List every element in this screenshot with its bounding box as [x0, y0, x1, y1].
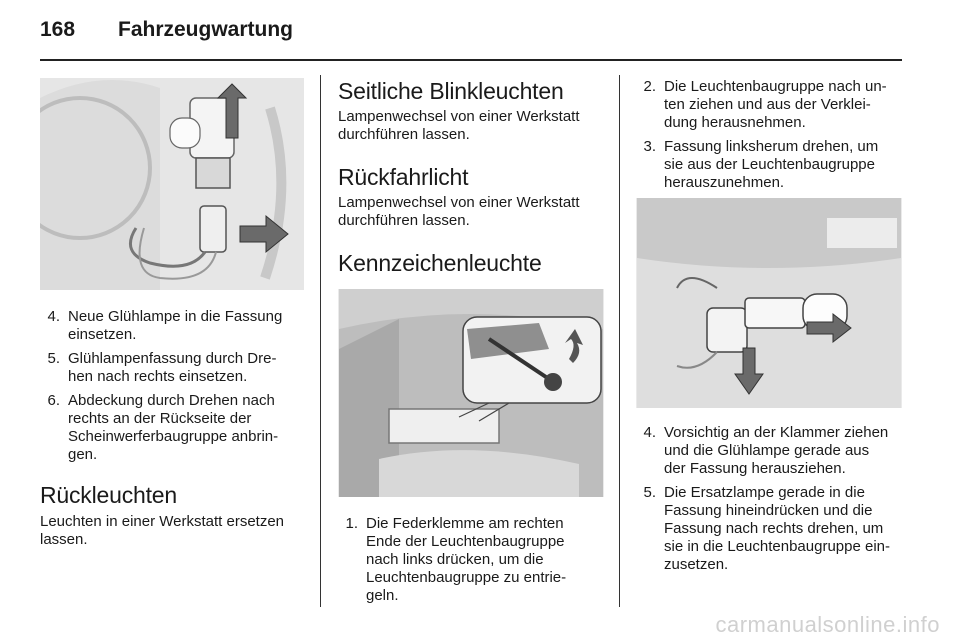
headlamp-bulb-drawing	[40, 78, 304, 290]
licence-plate-lamp-drawing	[338, 289, 604, 497]
col3-step-list-top	[636, 78, 902, 192]
list-item: 1. Die Federklemme am rechten Ende der Leuchtenbaugruppe nach links drücken, um die Leuchtenbaugruppe zu entrie- geln.	[345, 515, 567, 604]
licence-plate-lamp-illustration	[338, 289, 604, 497]
column-divider-1	[320, 75, 321, 607]
lamp-socket-drawing	[636, 198, 902, 408]
chapter-title: Fahrzeugwartung	[118, 18, 294, 41]
watermark: carmanualsonline.info	[715, 612, 940, 637]
column-divider-2	[619, 75, 620, 607]
page-header	[40, 18, 900, 58]
list-item: 4. Neue Glühlampe in die Fassung einsetzen.	[47, 308, 283, 343]
headlamp-bulb-illustration	[40, 78, 304, 290]
col2-step-list	[338, 515, 604, 605]
column-1	[40, 78, 304, 549]
list-item: 6. Abdeckung durch Drehen nach rechts an der Rückseite der Scheinwerferbaugruppe anbrin- gen.	[47, 392, 279, 463]
lamp-socket-illustration	[636, 198, 902, 408]
page-number: 168	[40, 18, 76, 41]
list-item: 2. Die Leuchtenbaugruppe nach un- ten ziehen und aus der Verklei- dung herausnehmen.	[643, 78, 887, 131]
section-heading-rueckfahrlicht: Rückfahrlicht	[338, 164, 469, 190]
seitliche-blinkleuchten-text: Lampenwechsel von einer Werkstatt durchführen lassen.	[338, 108, 580, 143]
list-item: 3. Fassung linksherum drehen, um sie aus der Leuchtenbaugruppe herauszunehmen.	[643, 138, 879, 191]
rueckfahrlicht-text: Lampenwechsel von einer Werkstatt durchführen lassen.	[338, 194, 580, 229]
column-3	[636, 78, 902, 580]
list-item: 5. Die Ersatzlampe gerade in die Fassung hineindrücken und die Fassung nach rechts drehen, um sie in die Leuchtenbaugruppe ein- zusetzen.	[643, 484, 891, 573]
rueckleuchten-text: Leuchten in einer Werkstatt ersetzen lassen.	[40, 513, 285, 548]
col1-step-list	[40, 308, 304, 464]
section-heading-kennzeichenleuchte: Kennzeichenleuchte	[338, 250, 542, 276]
section-heading-seitliche-blinkleuchten: Seitliche Blinkleuchten	[338, 78, 564, 104]
header-rule	[40, 59, 902, 61]
col3-step-list-bottom	[636, 424, 902, 574]
section-heading-rueckleuchten: Rückleuchten	[40, 482, 177, 508]
column-2	[338, 78, 604, 611]
list-item: 4. Vorsichtig an der Klammer ziehen und die Glühlampe gerade aus der Fassung herausziehen.	[643, 424, 889, 477]
list-item: 5. Glühlampenfassung durch Dre- hen nach rechts einsetzen.	[47, 350, 277, 385]
